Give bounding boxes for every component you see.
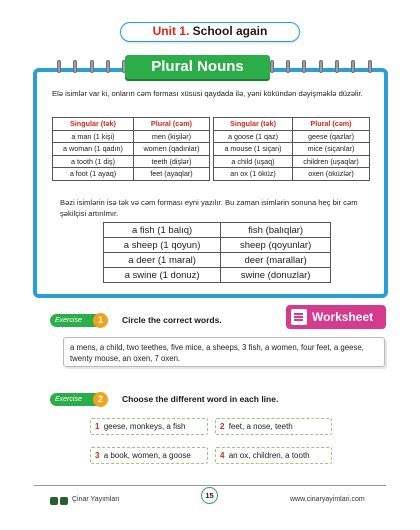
exercise-2-option[interactable] (90, 418, 208, 435)
table-row (53, 143, 210, 156)
table-cell: fish (balıqlar) (221, 223, 331, 238)
instagram-icon[interactable] (60, 497, 68, 505)
ring-icon (90, 60, 94, 73)
footer-divider (34, 485, 386, 486)
table-cell: a man (1 kişi) (53, 130, 134, 143)
option-number: 2 (220, 422, 225, 431)
worksheet-icon (291, 309, 307, 325)
website-link[interactable]: www.cinaryayimlari.com (290, 496, 365, 503)
table-cell: teeth (dişlər) (133, 155, 209, 168)
intro-text: Elə isimlər var ki, onların cəm forması xüsusi qaydada ilə, yəni kökündən dəyişməklə düzəlir. (52, 89, 363, 98)
unit-name: School again (192, 24, 268, 38)
ring-icon (57, 60, 61, 73)
table-cell: feet (ayaqlar) (133, 168, 209, 181)
option-number: 4 (220, 451, 225, 460)
ring-icon (351, 60, 355, 73)
table-row (53, 130, 210, 143)
table-row (214, 130, 370, 143)
table-cell: a fish (1 balıq) (104, 223, 221, 238)
table-header: Plural (cəm) (293, 118, 370, 131)
worksheet-badge (286, 305, 386, 329)
table-cell: sheep (qoyunlar) (221, 238, 331, 253)
exercise-2-tag (50, 393, 106, 406)
irregular-plural-table-right (213, 117, 370, 181)
table-header: Singular (tək) (53, 118, 134, 131)
table-header: Singular (tək) (214, 118, 293, 131)
table-cell: an ox (1 öküz) (214, 168, 293, 181)
same-form-note: Bəzi isimlərin isə tək və cəm forması eyni yazılır. Bu zaman isimlərin sonuna heç bir cəm şəkilçisi artırılmır. (60, 198, 358, 218)
ring-icon (286, 60, 290, 73)
exercise-2-option[interactable] (215, 418, 332, 435)
option-text: feet, a nose, teeth (228, 422, 293, 431)
table-cell: oxen (öküzlər) (293, 168, 370, 181)
exercise-1-word-box[interactable]: a mens, a child, two teethes, five mice, a sheeps, 3 fish, a women, four feet, a geese, twenty mouse, an oxen, 7 oxen. (63, 337, 385, 367)
option-text: geese, monkeys, a fish (103, 422, 186, 431)
exercise-2-option[interactable] (90, 447, 208, 464)
option-text: an ox, children, a tooth (228, 451, 310, 460)
exercise-tag-label: Exercise (55, 396, 82, 403)
table-row (214, 143, 370, 156)
table-cell: a goose (1 qaz) (214, 130, 293, 143)
table-cell: a tooth (1 diş) (53, 155, 134, 168)
unit-number: Unit 1. (152, 24, 190, 38)
table-cell: mice (siçanlar) (293, 143, 370, 156)
option-text: a book, women, a goose (103, 451, 191, 460)
irregular-plural-table-left (52, 117, 210, 181)
page-number: 15 (201, 487, 218, 504)
section-title-ribbon: Plural Nouns (125, 55, 270, 79)
table-row (53, 155, 210, 168)
same-form-table (103, 222, 331, 283)
table-cell: a deer (1 maral) (104, 253, 221, 268)
exercise-tag-label: Exercise (55, 317, 82, 324)
ring-icon (319, 60, 323, 73)
table-cell: a swine (1 donuz) (104, 268, 221, 283)
facebook-icon[interactable] (50, 497, 58, 505)
table-cell: men (kişilər) (133, 130, 209, 143)
table-cell: children (uşaqlar) (293, 155, 370, 168)
unit-title (120, 22, 300, 42)
table-row (104, 253, 331, 268)
exercise-2-instruction: Choose the different word in each line. (122, 394, 279, 404)
table-cell: swine (donuzlar) (221, 268, 331, 283)
publisher-name: Çinar Yayımları (72, 496, 120, 503)
worksheet-label: Worksheet (312, 310, 374, 324)
table-cell: a child (uşaq) (214, 155, 293, 168)
table-header: Plural (cəm) (133, 118, 209, 131)
ring-icon (270, 60, 274, 73)
option-number: 3 (95, 451, 100, 460)
exercise-2-option[interactable] (215, 447, 332, 464)
table-row (214, 168, 370, 181)
table-row (104, 223, 331, 238)
ring-icon (335, 60, 339, 73)
table-row (53, 168, 210, 181)
option-number: 1 (95, 422, 100, 431)
ring-icon (73, 60, 77, 73)
exercise-number-badge: 1 (93, 313, 108, 328)
table-cell: a mouse (1 siçan) (214, 143, 293, 156)
ring-icon (106, 60, 110, 73)
exercise-1-tag (50, 314, 106, 327)
exercise-1-instruction: Circle the correct words. (122, 315, 222, 325)
table-cell: deer (marallar) (221, 253, 331, 268)
exercise-number-badge: 2 (93, 392, 108, 407)
ring-icon (302, 60, 306, 73)
table-cell: a sheep (1 qoyun) (104, 238, 221, 253)
table-cell: geese (qazlar) (293, 130, 370, 143)
table-cell: a woman (1 qadın) (53, 143, 134, 156)
ring-icon (368, 60, 372, 73)
table-cell: a foot (1 ayaq) (53, 168, 134, 181)
table-row (104, 238, 331, 253)
table-row (104, 268, 331, 283)
table-row (214, 155, 370, 168)
table-cell: women (qadınlar) (133, 143, 209, 156)
